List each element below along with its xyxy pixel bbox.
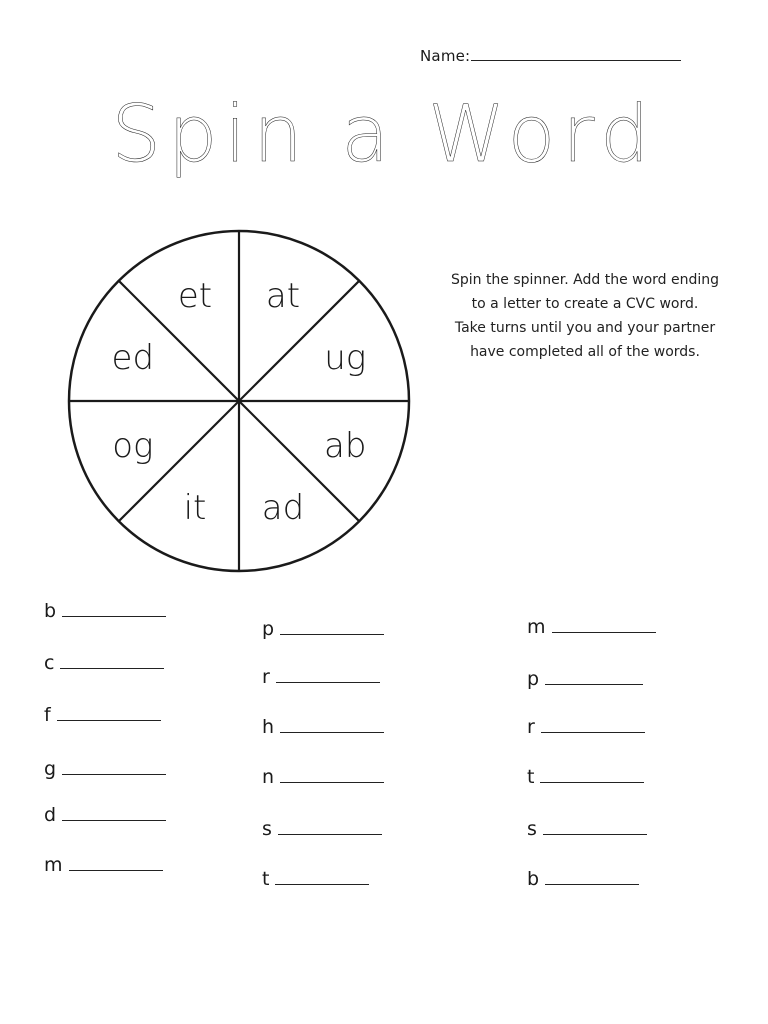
word-blank-row[interactable] — [527, 868, 639, 890]
spinner-segment-it: it — [183, 488, 207, 529]
word-blank-row[interactable] — [262, 868, 369, 890]
answer-line[interactable] — [69, 856, 163, 871]
starting-letter: r — [527, 716, 535, 738]
answer-line[interactable] — [552, 618, 656, 633]
starting-letter: h — [262, 716, 275, 738]
answer-line[interactable] — [275, 870, 369, 885]
answer-line[interactable] — [543, 820, 647, 835]
word-blank-row[interactable] — [262, 666, 380, 688]
word-blank-row[interactable] — [527, 818, 647, 840]
answer-line[interactable] — [545, 670, 643, 685]
starting-letter: p — [527, 668, 540, 690]
answer-line[interactable] — [57, 706, 161, 721]
answer-line[interactable] — [545, 870, 639, 885]
spinner-segment-ug: ug — [324, 338, 367, 378]
word-blank-row[interactable] — [44, 758, 166, 780]
starting-letter: g — [44, 758, 57, 780]
instruction-line: Spin the spinner. Add the word ending — [450, 272, 720, 288]
word-blank-row[interactable] — [44, 804, 166, 826]
word-blank-row[interactable] — [527, 716, 645, 738]
word-blank-row[interactable] — [262, 766, 384, 788]
answer-line[interactable] — [280, 718, 384, 733]
word-blank-row[interactable] — [262, 818, 382, 840]
starting-letter: m — [527, 616, 546, 638]
word-blank-row[interactable] — [44, 652, 164, 674]
word-blank-row[interactable] — [527, 616, 656, 638]
word-blank-row[interactable] — [262, 716, 384, 738]
spinner-segment-og: og — [112, 426, 154, 466]
spinner-segment-et: et — [177, 275, 213, 316]
spinner-wheel — [67, 225, 413, 575]
starting-letter: n — [262, 766, 275, 788]
spinner-segment-ad: ad — [261, 488, 305, 529]
answer-line[interactable] — [278, 820, 382, 835]
starting-letter: s — [527, 818, 537, 840]
answer-line[interactable] — [276, 668, 380, 683]
name-label: Name: — [420, 47, 471, 65]
answer-line[interactable] — [62, 806, 166, 821]
answer-line[interactable] — [280, 620, 384, 635]
spinner-segment-ab: ab — [323, 426, 367, 466]
page-title: Spin a Word — [111, 90, 657, 180]
spinner-segment-ed: ed — [111, 338, 155, 378]
answer-line[interactable] — [62, 760, 166, 775]
starting-letter: t — [527, 766, 535, 788]
instruction-line: to a letter to create a CVC word. — [471, 296, 699, 312]
word-blank-row[interactable] — [44, 854, 163, 876]
starting-letter: f — [44, 704, 51, 726]
answer-line[interactable] — [62, 602, 166, 617]
starting-letter: p — [262, 618, 275, 640]
word-blank-row[interactable] — [44, 600, 166, 622]
answer-line[interactable] — [60, 654, 164, 669]
name-field[interactable] — [420, 46, 681, 65]
word-blank-row[interactable] — [527, 668, 643, 690]
instruction-line: have completed all of the words. — [470, 344, 700, 360]
spinner-segment-at: at — [265, 275, 301, 316]
starting-letter: b — [527, 868, 540, 890]
starting-letter: b — [44, 600, 57, 622]
instruction-line: Take turns until you and your partner — [454, 320, 716, 336]
starting-letter: r — [262, 666, 270, 688]
starting-letter: d — [44, 804, 57, 826]
answer-line[interactable] — [280, 768, 384, 783]
answer-line[interactable] — [541, 718, 645, 733]
starting-letter: c — [44, 652, 55, 674]
word-blank-row[interactable] — [44, 704, 161, 726]
instructions — [432, 268, 738, 364]
word-blank-row[interactable] — [527, 766, 644, 788]
spinner[interactable] — [67, 225, 413, 575]
word-blank-row[interactable] — [262, 618, 384, 640]
starting-letter: m — [44, 854, 63, 876]
answer-line[interactable] — [540, 768, 644, 783]
starting-letter: s — [262, 818, 272, 840]
name-line[interactable] — [471, 46, 681, 61]
starting-letter: t — [262, 868, 270, 890]
